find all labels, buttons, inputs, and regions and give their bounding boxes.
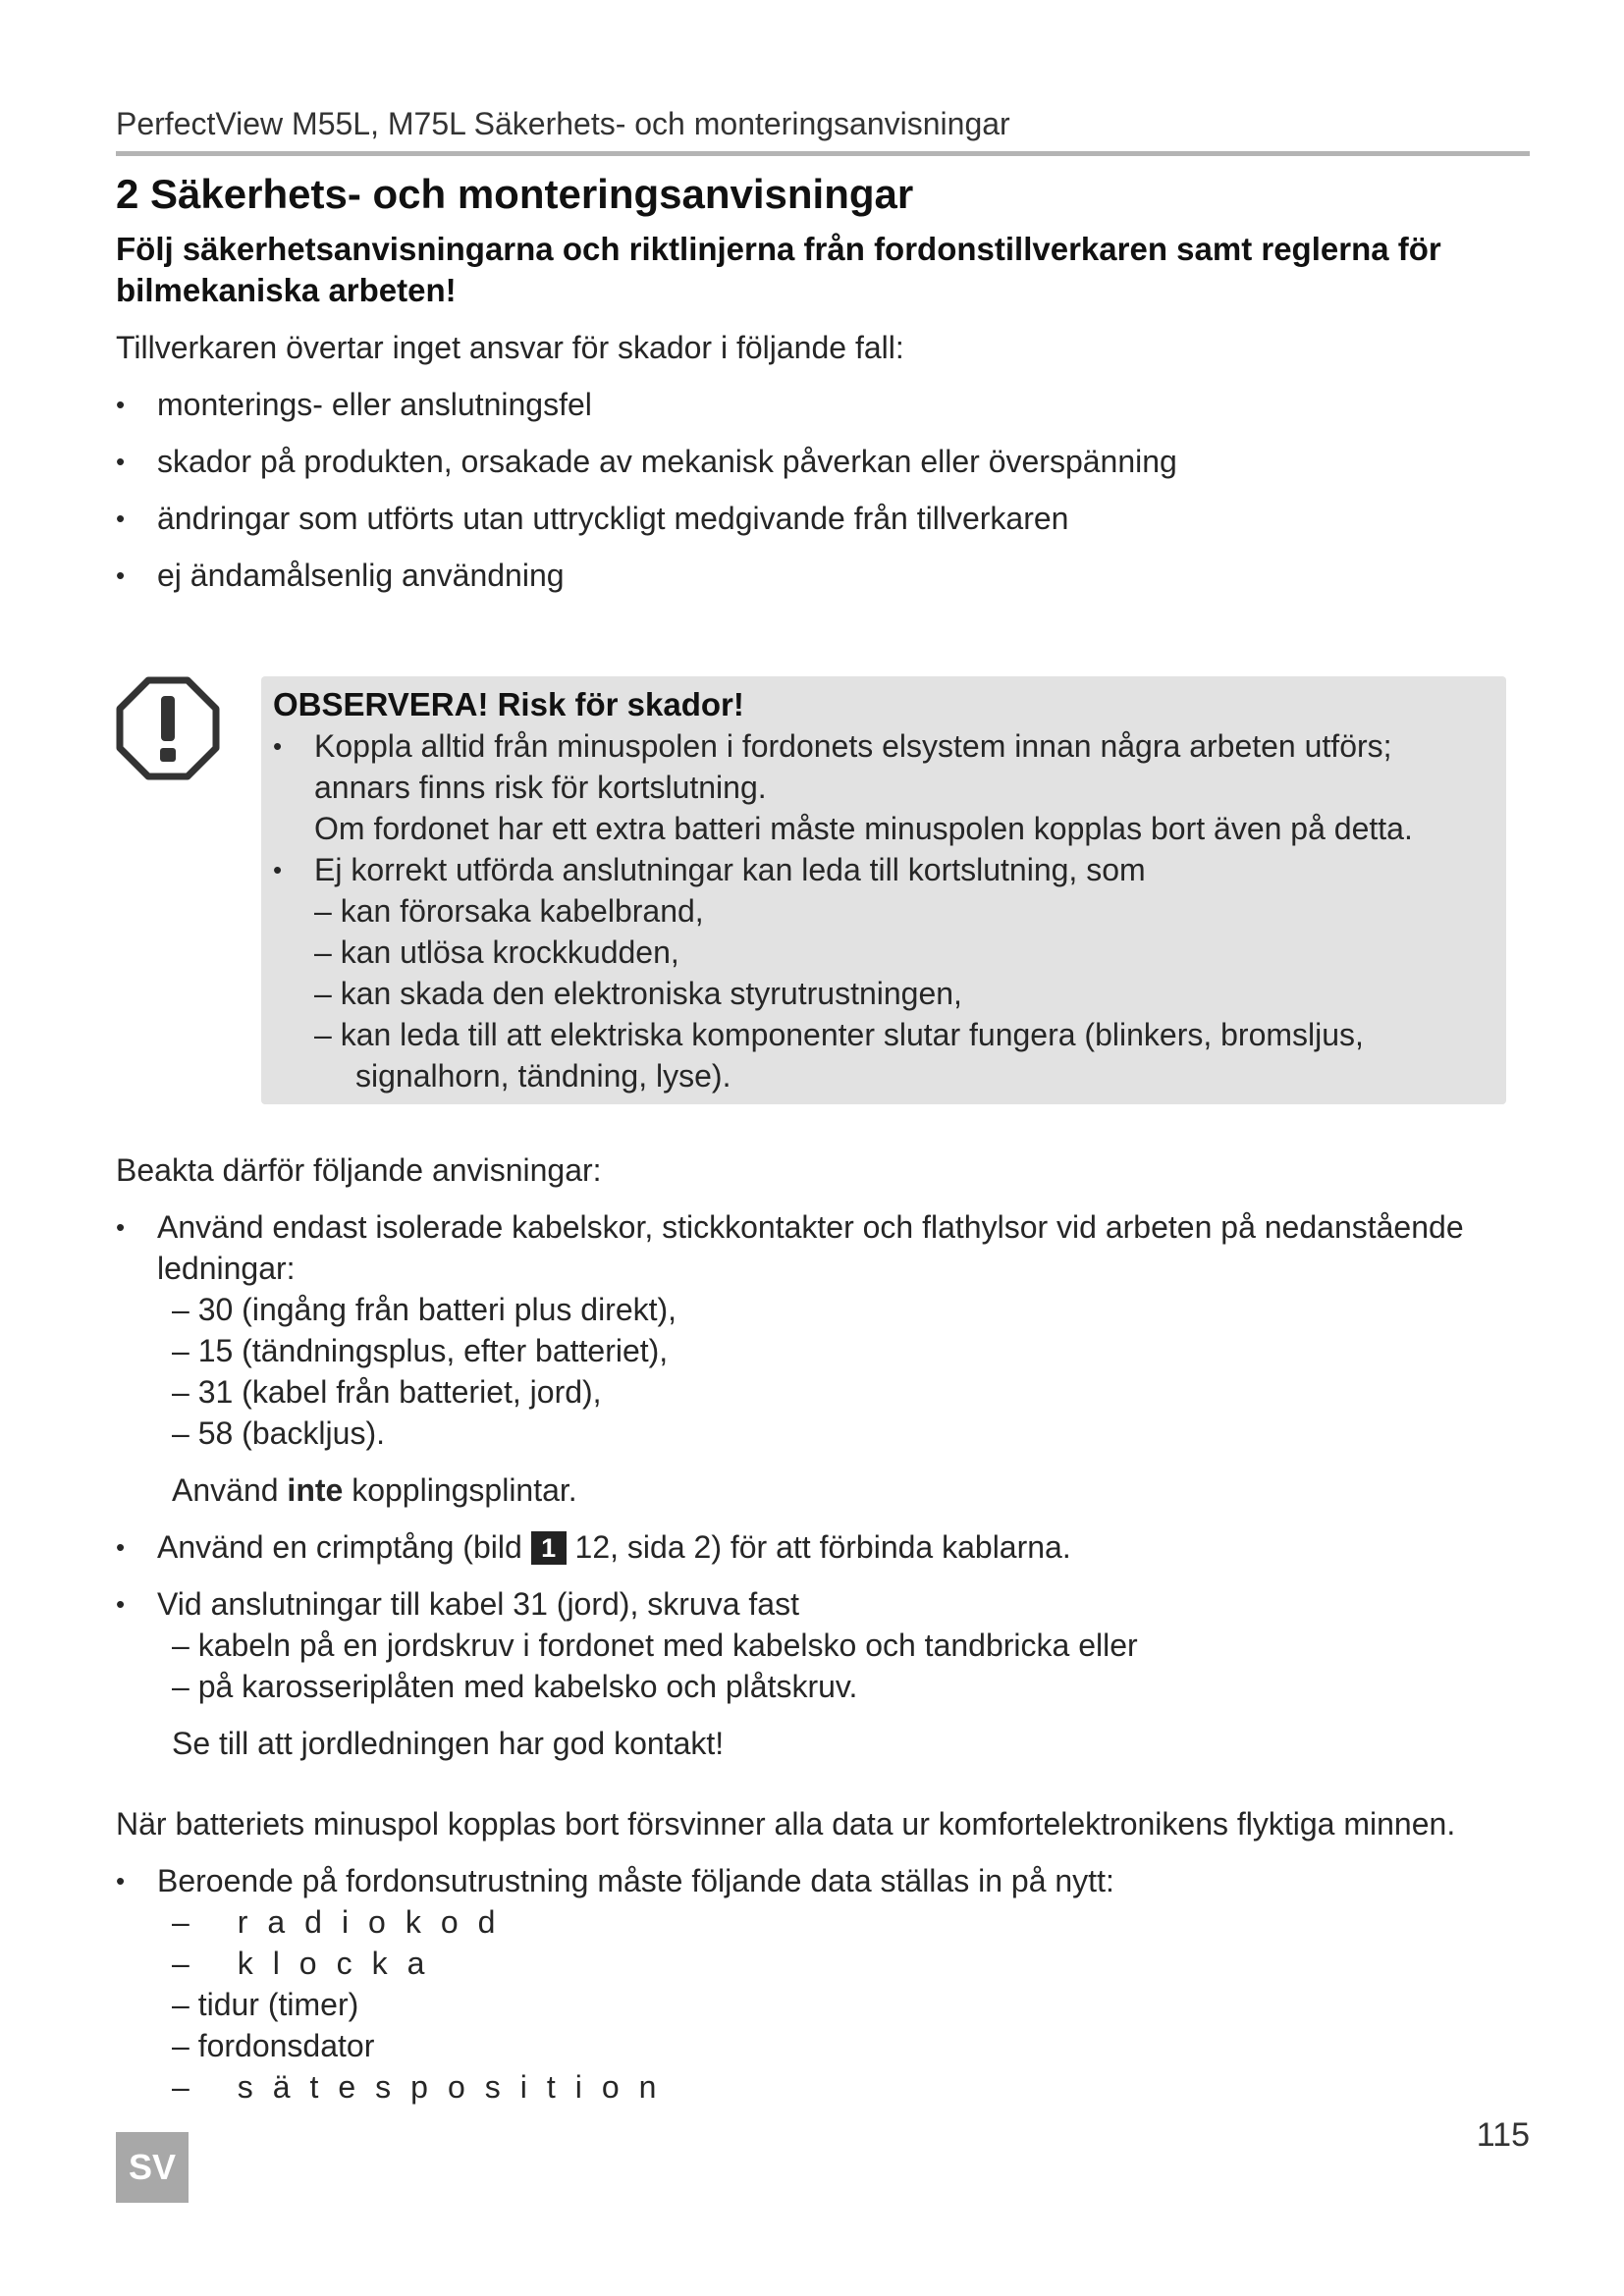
sub-item: – kan skada den elektroniska styrutrustningen, [314,976,962,1011]
item-note: Använd inte kopplingsplintar. [172,1472,577,1508]
sub-item: – klocka [172,1946,445,1981]
notice-line: Om fordonet har ett extra batteri måste minuspolen kopplas bort även på detta. [314,811,1413,846]
notice-list [273,725,1506,1096]
figure-reference-badge: 1 [531,1531,567,1565]
list-item: • ej ändamålsenlig användning [116,555,1530,596]
notice-title: OBSERVERA! Risk för skador! [273,686,744,722]
liability-list [116,384,1530,596]
list-item: • ändringar som utförts utan uttryckligt medgivande från tillverkaren [116,498,1530,539]
item-note: Se till att jordledningen har god kontakt! [172,1726,725,1761]
list-item: • Använd en crimptång (bild 1 12, sida 2) för att förbinda kablarna. [116,1526,1530,1568]
notice-box [261,676,1506,1104]
sub-item: – kabeln på en jordskruv i fordonet med kabelsko och tandbricka eller [172,1628,1138,1663]
section-title: 2 Säkerhets- och monteringsanvisningar [116,171,914,217]
sub-item: – 58 (backljus). [172,1415,385,1451]
item-intro: • Beroende på fordonsutrustning måste följande data ställas in på nytt: [157,1863,1114,1898]
item-intro: • Använd endast isolerade kabelskor, stickkontakter och flathylsor vid arbeten på nedanstående ledningar: [157,1209,1464,1286]
sub-item: – 31 (kabel från batteriet, jord), [172,1374,602,1410]
lead-text: Följ säkerhetsanvisningarna och riktlinjerna från fordonstillverkaren samt reglerna för bilmekaniska arbeten! [116,231,1441,308]
notice-line: • Ej korrekt utförda anslutningar kan leda till kortslutning, som [314,852,1146,887]
battery-list [116,1860,1530,2108]
sub-item: – kan leda till att elektriska komponenter slutar fungera (blinkers, bromsljus, [314,1017,1364,1052]
page-content [116,98,1530,2108]
header-rule [116,151,1530,156]
warning-octagon-icon [116,676,220,780]
notice-line: annars finns risk för kortslutning. [314,770,767,805]
language-badge: SV [116,2132,189,2203]
sub-item-continuation: signalhorn, tändning, lyse). [355,1058,731,1094]
list-item: • monterings- eller anslutningsfel [116,384,1530,425]
sub-item: – på karosseriplåten med kabelsko och plåtskruv. [172,1669,858,1704]
list-item: • skador på produkten, orsakade av mekanisk påverkan eller överspänning [116,441,1530,482]
instructions-intro: Beakta därför följande anvisningar: [116,1152,602,1188]
sub-item: – sätesposition [172,2069,677,2105]
notice-line: • Koppla alltid från minuspolen i fordonets elsystem innan några arbeten utförs; [314,728,1392,764]
liability-intro: Tillverkaren övertar inget ansvar för skador i följande fall: [116,330,904,365]
sub-item: – tidur (timer) [172,1987,359,2022]
battery-text: När batteriets minuspol kopplas bort försvinner alla data ur komfortelektronikens flyktiga minnen. [116,1806,1456,1842]
sub-item: – kan utlösa krockkudden, [314,934,679,970]
page-number: 115 [1476,2116,1530,2154]
sub-item: – fordonsdator [172,2028,375,2063]
list-item [273,725,1506,849]
emphasis: inte [287,1472,344,1508]
running-header: PerfectView M55L, M75L Säkerhets- och monteringsanvisningar [116,106,1010,141]
list-item [273,849,1506,1096]
sub-item: – 15 (tändningsplus, efter batteriet), [172,1333,669,1368]
sub-item: – 30 (ingång från batteri plus direkt), [172,1292,677,1327]
sub-item: – radiokod [172,1904,515,1940]
list-item [116,1583,1530,1764]
item-intro: • Vid anslutningar till kabel 31 (jord), skruva fast [157,1586,799,1622]
notice-block [116,676,1530,1110]
list-item [116,1206,1530,1511]
instructions-list [116,1206,1530,1764]
list-item [116,1860,1530,2108]
sub-item: – kan förorsaka kabelbrand, [314,893,704,929]
